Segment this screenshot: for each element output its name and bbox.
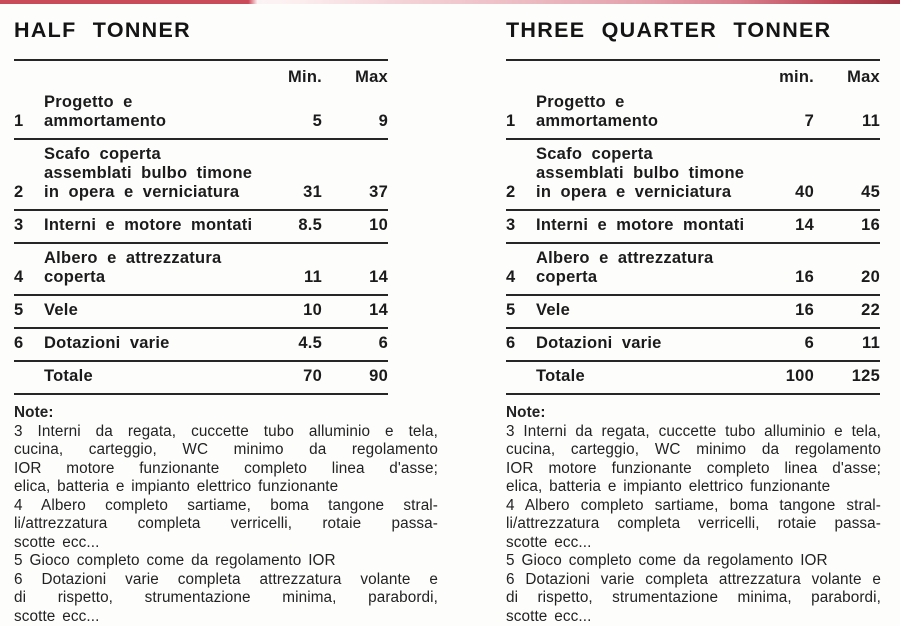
- row-label-line: Progetto e: [536, 93, 756, 112]
- row-number: 4: [506, 268, 536, 287]
- page-title-half-tonner: HALF TONNER: [14, 18, 438, 43]
- row-max-value: 10: [322, 216, 388, 235]
- red-accent-bar: [0, 0, 900, 4]
- note-line: 3 Interni da regata, cuccette tubo alluminio e tela,: [506, 423, 881, 442]
- table-row: [14, 140, 388, 211]
- note-line: cucina, carteggio, WC minimo da regolamento: [506, 441, 881, 460]
- note-line: 6 Dotazioni varie completa attrezzatura volante e: [14, 571, 438, 590]
- column-half-tonner: [14, 12, 438, 626]
- row-max-value: 22: [814, 301, 880, 320]
- row-max-value: 11: [814, 334, 880, 353]
- row-min-value: 5: [264, 112, 322, 131]
- table-row: [506, 329, 880, 362]
- row-number: 3: [506, 216, 536, 235]
- row-max-value: 37: [322, 183, 388, 202]
- notes-section: [14, 404, 438, 626]
- row-min-value: 70: [264, 367, 322, 386]
- table-row: [506, 140, 880, 211]
- row-label: [44, 334, 264, 353]
- note-line: IOR motore funzionante completo linea d'asse;: [506, 460, 881, 479]
- column-header-max: Max: [814, 68, 880, 87]
- total-label: Totale: [44, 367, 264, 386]
- row-max-value: 125: [814, 367, 880, 386]
- row-number: 5: [14, 301, 44, 320]
- row-label-line: Interni e motore montati: [536, 216, 756, 235]
- row-min-value: 4.5: [264, 334, 322, 353]
- row-number: 6: [506, 334, 536, 353]
- row-label-line: Dotazioni varie: [44, 334, 264, 353]
- total-label: Totale: [536, 367, 756, 386]
- note-line: di rispetto, strumentazione minima, parabordi,: [14, 589, 438, 608]
- row-min-value: 6: [756, 334, 814, 353]
- table-row: [14, 244, 388, 296]
- row-label-line: Albero e attrezzatura: [44, 249, 264, 268]
- row-number: 3: [14, 216, 44, 235]
- row-number: 2: [506, 183, 536, 202]
- row-label-line: Vele: [44, 301, 264, 320]
- note-line: 4 Albero completo sartiame, boma tangone stral-: [14, 497, 438, 516]
- row-label-line: Interni e motore montati: [44, 216, 264, 235]
- table-row: [506, 296, 880, 329]
- row-label-line: Scafo coperta: [536, 145, 756, 164]
- row-label-line: coperta: [536, 268, 756, 287]
- row-label: [44, 216, 264, 235]
- note-line: elica, batteria e impianto elettrico funzionante: [14, 478, 438, 497]
- row-label: [536, 93, 756, 131]
- row-label-line: assemblati bulbo timone: [44, 164, 264, 183]
- row-number: 1: [506, 112, 536, 131]
- row-label-line: coperta: [44, 268, 264, 287]
- row-label: [536, 301, 756, 320]
- note-line: 5 Gioco completo come da regolamento IOR: [14, 552, 438, 571]
- row-label: [536, 249, 756, 287]
- row-label-line: Albero e attrezzatura: [536, 249, 756, 268]
- row-min-value: 14: [756, 216, 814, 235]
- row-label-line: Progetto e: [44, 93, 264, 112]
- table-row: [14, 211, 388, 244]
- row-max-value: 16: [814, 216, 880, 235]
- row-max-value: 20: [814, 268, 880, 287]
- table-row: [506, 244, 880, 296]
- row-min-value: 100: [756, 367, 814, 386]
- row-number: 6: [14, 334, 44, 353]
- notes-heading: Note:: [14, 404, 438, 423]
- row-label: [536, 334, 756, 353]
- table-row: [14, 88, 388, 140]
- row-label: [536, 145, 756, 202]
- note-line: scotte ecc...: [14, 534, 438, 553]
- note-line: di rispetto, strumentazione minima, parabordi,: [506, 589, 881, 608]
- row-min-value: 16: [756, 301, 814, 320]
- row-label-line: in opera e verniciatura: [44, 183, 264, 202]
- row-max-value: 9: [322, 112, 388, 131]
- note-line: 3 Interni da regata, cuccette tubo alluminio e tela,: [14, 423, 438, 442]
- row-number: 4: [14, 268, 44, 287]
- row-label: [536, 216, 756, 235]
- row-min-value: 7: [756, 112, 814, 131]
- column-three-quarter-tonner: [506, 12, 882, 626]
- table-row: [14, 296, 388, 329]
- cost-table-half-tonner: [14, 59, 388, 395]
- table-header: [14, 61, 388, 88]
- note-line: IOR motore funzionante completo linea d'asse;: [14, 460, 438, 479]
- row-label-line: Vele: [536, 301, 756, 320]
- note-line: scotte ecc...: [506, 534, 881, 553]
- table-row: [14, 329, 388, 362]
- row-number: 5: [506, 301, 536, 320]
- cost-table-three-quarter-tonner: [506, 59, 880, 395]
- note-line: 6 Dotazioni varie completa attrezzatura volante e: [506, 571, 881, 590]
- column-header-min: Min.: [264, 68, 322, 87]
- notes-body: [506, 423, 881, 626]
- table-row: [506, 362, 880, 395]
- notes-section: [506, 404, 881, 626]
- row-label-line: Dotazioni varie: [536, 334, 756, 353]
- row-label-line: in opera e verniciatura: [536, 183, 756, 202]
- table-row: [506, 211, 880, 244]
- row-max-value: 6: [322, 334, 388, 353]
- note-line: cucina, carteggio, WC minimo da regolamento: [14, 441, 438, 460]
- table-row: [14, 362, 388, 395]
- note-line: elica, batteria e impianto elettrico funzionante: [506, 478, 881, 497]
- note-line: li/attrezzatura completa verricelli, rotaie passa-: [14, 515, 438, 534]
- row-number: 1: [14, 112, 44, 131]
- row-number: 2: [14, 183, 44, 202]
- row-label-line: Scafo coperta: [44, 145, 264, 164]
- note-line: scotte ecc...: [506, 608, 881, 626]
- row-min-value: 8.5: [264, 216, 322, 235]
- table-body: [14, 88, 388, 395]
- row-max-value: 90: [322, 367, 388, 386]
- row-label: [536, 367, 756, 386]
- row-max-value: 14: [322, 301, 388, 320]
- row-label: [44, 367, 264, 386]
- notes-body: [14, 423, 438, 626]
- row-max-value: 45: [814, 183, 880, 202]
- column-header-min: min.: [756, 68, 814, 87]
- notes-heading: Note:: [506, 404, 881, 423]
- row-label: [44, 93, 264, 131]
- column-header-max: Max: [322, 68, 388, 87]
- row-min-value: 11: [264, 268, 322, 287]
- note-line: li/attrezzatura completa verricelli, rotaie passa-: [506, 515, 881, 534]
- row-max-value: 14: [322, 268, 388, 287]
- row-label-line: ammortamento: [536, 112, 756, 131]
- row-label: [44, 249, 264, 287]
- row-min-value: 16: [756, 268, 814, 287]
- row-label: [44, 145, 264, 202]
- row-min-value: 10: [264, 301, 322, 320]
- row-label-line: assemblati bulbo timone: [536, 164, 756, 183]
- note-line: 5 Gioco completo come da regolamento IOR: [506, 552, 881, 571]
- row-min-value: 31: [264, 183, 322, 202]
- page-title-three-quarter-tonner: THREE QUARTER TONNER: [506, 18, 882, 43]
- table-row: [506, 88, 880, 140]
- note-line: scotte ecc...: [14, 608, 438, 626]
- row-min-value: 40: [756, 183, 814, 202]
- note-line: 4 Albero completo sartiame, boma tangone stral-: [506, 497, 881, 516]
- row-label: [44, 301, 264, 320]
- row-max-value: 11: [814, 112, 880, 131]
- table-header: [506, 61, 880, 88]
- table-body: [506, 88, 880, 395]
- row-label-line: ammortamento: [44, 112, 264, 131]
